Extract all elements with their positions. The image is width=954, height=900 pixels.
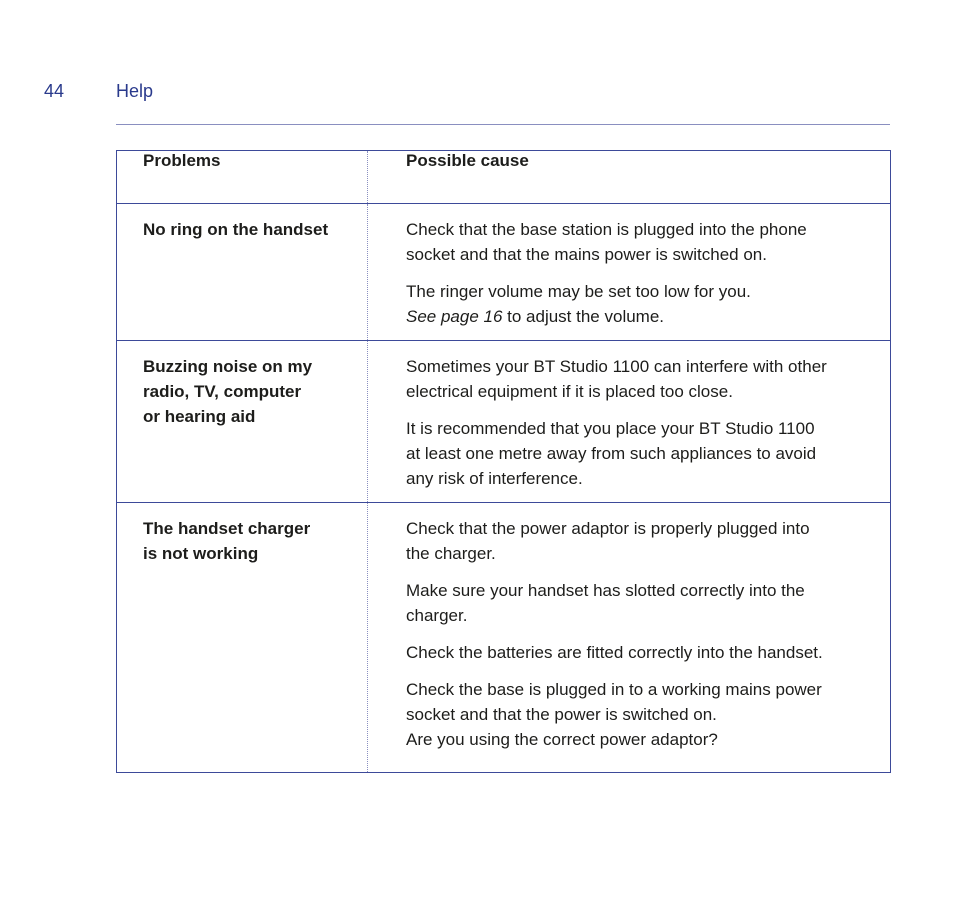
cause-line: socket and that the power is switched on. (406, 705, 717, 724)
cause-line: charger. (406, 606, 468, 625)
column-header-possible-cause: Possible cause (406, 151, 529, 170)
cause-cell (368, 341, 891, 503)
section-title: Help (116, 81, 154, 101)
cause-paragraph (406, 640, 880, 665)
cause-paragraph (406, 354, 880, 404)
cause-cell (368, 503, 891, 773)
cause-line: The ringer volume may be set too low for you. (406, 282, 751, 301)
cause-line: at least one metre away from such appliances to avoid (406, 444, 817, 463)
problem-cell (117, 503, 368, 773)
cause-line: Sometimes your BT Studio 1100 can interfere with other (406, 357, 827, 376)
problem-line: The handset charger (143, 519, 311, 538)
cause-line-with-reference (406, 304, 880, 329)
problem-line: No ring on the handset (143, 220, 329, 239)
problem-cell (117, 204, 368, 341)
cause-line: It is recommended that you place your BT Studio 1100 (406, 419, 815, 438)
page-reference-link[interactable]: See page 16 (406, 307, 503, 326)
cause-line-suffix: to adjust the volume. (502, 307, 665, 326)
problem-label (143, 516, 357, 566)
problem-label (143, 217, 357, 242)
cause-paragraph (406, 677, 880, 752)
cause-line: the charger. (406, 544, 496, 563)
table-row (117, 503, 891, 773)
cause-paragraph (406, 217, 880, 267)
cause-line: Check the base is plugged in to a working mains power (406, 680, 822, 699)
cause-line: Make sure your handset has slotted correctly into the (406, 581, 805, 600)
problem-cell (117, 341, 368, 503)
table-row (117, 341, 891, 503)
problem-line: is not working (143, 544, 259, 563)
table-header-row (117, 151, 891, 204)
cause-line: Check that the power adaptor is properly plugged into (406, 519, 810, 538)
table-row (117, 204, 891, 341)
cause-paragraph (406, 279, 880, 329)
cause-paragraph (406, 416, 880, 491)
troubleshooting-table (116, 150, 891, 773)
column-header-problems: Problems (117, 151, 368, 204)
problem-line: or hearing aid (143, 407, 256, 426)
problem-line: radio, TV, computer (143, 382, 302, 401)
cause-paragraph (406, 578, 880, 628)
cause-line: any risk of interference. (406, 469, 583, 488)
cause-line: Check that the base station is plugged into the phone (406, 220, 807, 239)
cause-line: electrical equipment if it is placed too close. (406, 382, 733, 401)
header-divider (116, 124, 890, 125)
cause-line: Check the batteries are fitted correctly into the handset. (406, 643, 823, 662)
cause-cell (368, 204, 891, 341)
problem-line: Buzzing noise on my (143, 357, 313, 376)
cause-paragraph (406, 516, 880, 566)
cause-line: Are you using the correct power adaptor? (406, 730, 718, 749)
cause-line: socket and that the mains power is switched on. (406, 245, 767, 264)
page-number: 44 (44, 81, 65, 101)
problem-label (143, 354, 357, 429)
